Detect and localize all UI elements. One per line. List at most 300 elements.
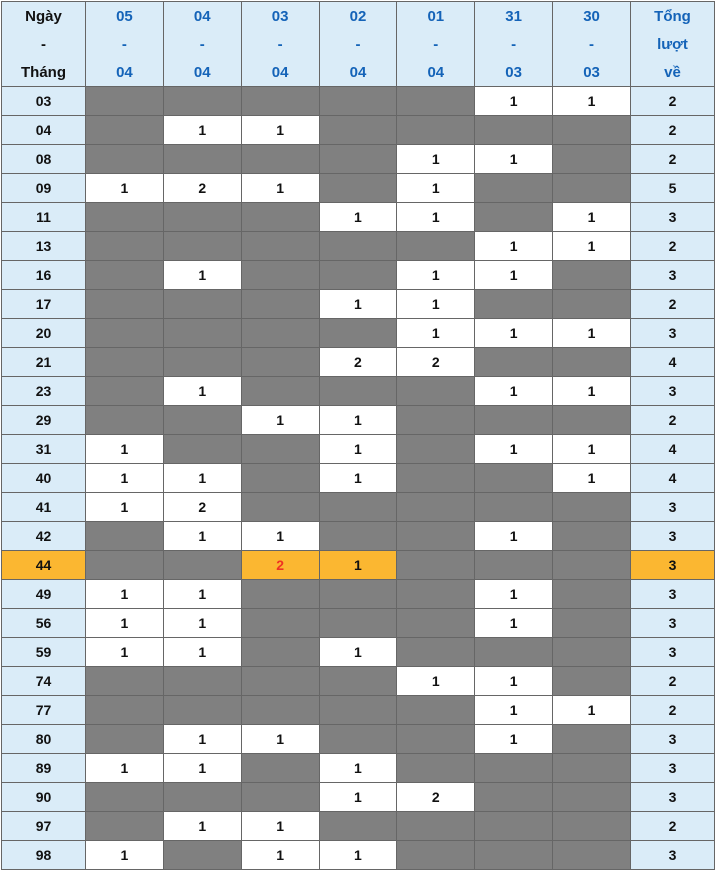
count-cell: 1 [319, 464, 397, 493]
header-row [2, 2, 715, 87]
empty-cell [241, 319, 319, 348]
empty-cell [163, 406, 241, 435]
empty-cell [553, 145, 631, 174]
empty-cell [86, 319, 164, 348]
date-header-04-04 [163, 2, 241, 87]
row-label: 89 [2, 754, 86, 783]
row-label: 29 [2, 406, 86, 435]
count-cell: 1 [86, 580, 164, 609]
row-label: 04 [2, 116, 86, 145]
count-cell: 1 [319, 551, 397, 580]
row-label: 56 [2, 609, 86, 638]
row-label: 59 [2, 638, 86, 667]
date-header-month: 04 [349, 63, 367, 81]
row-label: 16 [2, 261, 86, 290]
count-cell: 1 [163, 638, 241, 667]
empty-cell [553, 667, 631, 696]
table-row [2, 464, 715, 493]
row-label: 90 [2, 783, 86, 812]
count-cell: 1 [241, 841, 319, 870]
date-header-30-03 [553, 2, 631, 87]
row-total: 3 [631, 522, 715, 551]
count-cell: 1 [475, 261, 553, 290]
table-row [2, 377, 715, 406]
empty-cell [397, 406, 475, 435]
date-header-day: 02 [349, 7, 367, 25]
empty-cell [319, 522, 397, 551]
table-row [2, 348, 715, 377]
row-total: 2 [631, 232, 715, 261]
date-header-sep: - [511, 35, 517, 53]
empty-cell [86, 406, 164, 435]
count-cell: 1 [86, 841, 164, 870]
empty-cell [553, 522, 631, 551]
count-cell: 1 [475, 725, 553, 754]
row-total: 2 [631, 667, 715, 696]
count-cell: 1 [163, 377, 241, 406]
date-header-day: 31 [505, 7, 522, 25]
count-cell: 1 [553, 87, 631, 116]
empty-cell [163, 232, 241, 261]
count-cell: 1 [163, 754, 241, 783]
count-cell: 1 [319, 290, 397, 319]
empty-cell [86, 812, 164, 841]
empty-cell [397, 522, 475, 551]
count-cell: 1 [553, 377, 631, 406]
empty-cell [319, 667, 397, 696]
table-row [2, 783, 715, 812]
empty-cell [553, 841, 631, 870]
table-row [2, 116, 715, 145]
count-cell: 1 [475, 377, 553, 406]
table-row [2, 174, 715, 203]
empty-cell [163, 667, 241, 696]
date-header-day: 03 [271, 7, 289, 25]
empty-cell [319, 580, 397, 609]
empty-cell [86, 783, 164, 812]
empty-cell [319, 812, 397, 841]
count-cell: 1 [319, 406, 397, 435]
table-row [2, 580, 715, 609]
table-row [2, 551, 715, 580]
count-cell: 1 [397, 203, 475, 232]
empty-cell [163, 203, 241, 232]
empty-cell [475, 174, 553, 203]
count-cell: 1 [163, 812, 241, 841]
empty-cell [241, 638, 319, 667]
count-cell: 2 [163, 174, 241, 203]
empty-cell [319, 87, 397, 116]
date-header-sep: - [433, 35, 439, 53]
empty-cell [163, 145, 241, 174]
date-header-day: 30 [583, 7, 600, 25]
date-header-month: 04 [116, 63, 133, 81]
count-cell: 1 [241, 406, 319, 435]
date-header-day: 01 [427, 7, 445, 25]
row-total: 3 [631, 203, 715, 232]
empty-cell [475, 348, 553, 377]
row-total: 2 [631, 87, 715, 116]
empty-cell [553, 783, 631, 812]
count-cell: 1 [475, 522, 553, 551]
empty-cell [319, 319, 397, 348]
count-cell: 1 [553, 696, 631, 725]
count-cell: 1 [86, 754, 164, 783]
empty-cell [397, 464, 475, 493]
empty-cell [241, 261, 319, 290]
empty-cell [475, 290, 553, 319]
count-cell: 1 [553, 232, 631, 261]
count-cell: 1 [319, 783, 397, 812]
row-total: 3 [631, 551, 715, 580]
count-cell: 1 [475, 696, 553, 725]
empty-cell [397, 580, 475, 609]
count-cell: 1 [163, 725, 241, 754]
row-label: 80 [2, 725, 86, 754]
count-cell: 1 [319, 435, 397, 464]
empty-cell [397, 116, 475, 145]
row-total: 3 [631, 377, 715, 406]
date-header-sep: - [277, 35, 283, 53]
row-total: 3 [631, 609, 715, 638]
table-row [2, 841, 715, 870]
count-cell: 2 [241, 551, 319, 580]
empty-cell [553, 493, 631, 522]
date-header-month: 03 [505, 63, 522, 81]
empty-cell [397, 696, 475, 725]
empty-cell [553, 638, 631, 667]
date-header-sep: - [121, 35, 127, 53]
empty-cell [163, 435, 241, 464]
table-row [2, 406, 715, 435]
date-header-03-04 [241, 2, 319, 87]
empty-cell [475, 812, 553, 841]
empty-cell [319, 116, 397, 145]
empty-cell [86, 261, 164, 290]
empty-cell [86, 203, 164, 232]
date-header-day: 05 [116, 7, 133, 25]
empty-cell [241, 783, 319, 812]
empty-cell [86, 522, 164, 551]
row-total: 4 [631, 435, 715, 464]
count-cell: 1 [475, 145, 553, 174]
empty-cell [241, 696, 319, 725]
count-cell: 1 [475, 319, 553, 348]
empty-cell [475, 116, 553, 145]
count-cell: 1 [475, 232, 553, 261]
row-total: 3 [631, 841, 715, 870]
empty-cell [241, 580, 319, 609]
total-header-line-2: lượt [657, 35, 688, 53]
empty-cell [241, 145, 319, 174]
empty-cell [241, 348, 319, 377]
row-label: 17 [2, 290, 86, 319]
empty-cell [397, 551, 475, 580]
empty-cell [553, 116, 631, 145]
count-cell: 1 [397, 261, 475, 290]
row-label: 03 [2, 87, 86, 116]
table-row [2, 493, 715, 522]
count-cell: 1 [475, 87, 553, 116]
count-cell: 1 [241, 725, 319, 754]
corner-header-day-month [2, 2, 86, 87]
empty-cell [553, 580, 631, 609]
count-cell: 1 [163, 464, 241, 493]
count-cell: 1 [475, 667, 553, 696]
row-total: 3 [631, 493, 715, 522]
total-returns-header [631, 2, 715, 87]
empty-cell [241, 493, 319, 522]
row-label: 21 [2, 348, 86, 377]
empty-cell [397, 377, 475, 406]
empty-cell [397, 493, 475, 522]
table-row [2, 145, 715, 174]
table-row [2, 203, 715, 232]
empty-cell [553, 609, 631, 638]
count-cell: 1 [241, 116, 319, 145]
empty-cell [475, 551, 553, 580]
row-total: 3 [631, 638, 715, 667]
date-header-day: 04 [193, 7, 211, 25]
empty-cell [553, 348, 631, 377]
total-header-line-1: Tổng [654, 7, 691, 25]
count-cell: 1 [86, 638, 164, 667]
row-total: 2 [631, 145, 715, 174]
corner-line-1: Ngày [25, 7, 62, 25]
date-header-month: 04 [271, 63, 289, 81]
count-cell: 1 [319, 754, 397, 783]
table-row [2, 522, 715, 551]
row-label: 20 [2, 319, 86, 348]
date-header-31-03 [475, 2, 553, 87]
empty-cell [475, 783, 553, 812]
row-label: 98 [2, 841, 86, 870]
count-cell: 1 [241, 522, 319, 551]
empty-cell [553, 812, 631, 841]
row-total: 4 [631, 348, 715, 377]
date-header-month: 03 [583, 63, 600, 81]
empty-cell [319, 174, 397, 203]
empty-cell [553, 551, 631, 580]
date-header-month: 04 [193, 63, 211, 81]
row-label: 40 [2, 464, 86, 493]
corner-separator: - [41, 35, 46, 53]
empty-cell [475, 464, 553, 493]
empty-cell [86, 348, 164, 377]
empty-cell [163, 551, 241, 580]
date-header-05-04 [86, 2, 164, 87]
table-row [2, 754, 715, 783]
count-cell: 1 [86, 435, 164, 464]
table-row [2, 290, 715, 319]
row-total: 3 [631, 754, 715, 783]
row-label: 42 [2, 522, 86, 551]
corner-line-2: Tháng [21, 63, 66, 81]
empty-cell [553, 174, 631, 203]
row-label: 11 [2, 203, 86, 232]
date-header-sep: - [355, 35, 361, 53]
row-label: 49 [2, 580, 86, 609]
row-total: 2 [631, 406, 715, 435]
count-cell: 1 [86, 493, 164, 522]
empty-cell [86, 232, 164, 261]
table-row [2, 87, 715, 116]
count-cell: 2 [319, 348, 397, 377]
count-cell: 1 [241, 174, 319, 203]
empty-cell [475, 754, 553, 783]
table-row [2, 667, 715, 696]
empty-cell [319, 725, 397, 754]
empty-cell [86, 116, 164, 145]
count-cell: 1 [86, 464, 164, 493]
count-cell: 1 [319, 638, 397, 667]
row-total: 3 [631, 783, 715, 812]
table-row [2, 696, 715, 725]
row-total: 2 [631, 696, 715, 725]
empty-cell [397, 232, 475, 261]
lottery-frequency-table [1, 1, 715, 870]
empty-cell [241, 87, 319, 116]
date-header-sep: - [589, 35, 595, 53]
empty-cell [553, 406, 631, 435]
empty-cell [397, 754, 475, 783]
count-cell: 1 [397, 319, 475, 348]
empty-cell [397, 725, 475, 754]
date-header-01-04 [397, 2, 475, 87]
count-cell: 1 [319, 841, 397, 870]
count-cell: 1 [163, 609, 241, 638]
count-cell: 1 [553, 435, 631, 464]
count-cell: 1 [319, 203, 397, 232]
row-label: 97 [2, 812, 86, 841]
empty-cell [553, 754, 631, 783]
table-row [2, 638, 715, 667]
count-cell: 1 [475, 580, 553, 609]
empty-cell [86, 145, 164, 174]
empty-cell [241, 435, 319, 464]
row-total: 3 [631, 580, 715, 609]
count-cell: 1 [241, 812, 319, 841]
empty-cell [319, 493, 397, 522]
empty-cell [397, 87, 475, 116]
count-cell: 1 [553, 203, 631, 232]
empty-cell [241, 377, 319, 406]
date-header-month: 04 [427, 63, 445, 81]
empty-cell [553, 261, 631, 290]
empty-cell [475, 493, 553, 522]
empty-cell [86, 551, 164, 580]
empty-cell [241, 290, 319, 319]
empty-cell [475, 203, 553, 232]
empty-cell [319, 609, 397, 638]
table-body [2, 87, 715, 870]
empty-cell [163, 783, 241, 812]
row-total: 3 [631, 261, 715, 290]
date-header-sep: - [199, 35, 205, 53]
row-label: 77 [2, 696, 86, 725]
empty-cell [241, 203, 319, 232]
row-label: 31 [2, 435, 86, 464]
empty-cell [86, 667, 164, 696]
count-cell: 1 [86, 174, 164, 203]
empty-cell [397, 638, 475, 667]
empty-cell [163, 841, 241, 870]
count-cell: 2 [397, 783, 475, 812]
empty-cell [319, 145, 397, 174]
row-total: 5 [631, 174, 715, 203]
count-cell: 1 [163, 522, 241, 551]
table-row [2, 435, 715, 464]
count-cell: 1 [553, 464, 631, 493]
table-row [2, 725, 715, 754]
table-row [2, 261, 715, 290]
count-cell: 2 [163, 493, 241, 522]
empty-cell [163, 290, 241, 319]
empty-cell [397, 609, 475, 638]
count-cell: 1 [86, 609, 164, 638]
empty-cell [163, 348, 241, 377]
empty-cell [475, 841, 553, 870]
empty-cell [163, 319, 241, 348]
empty-cell [241, 232, 319, 261]
empty-cell [319, 232, 397, 261]
empty-cell [163, 696, 241, 725]
empty-cell [319, 261, 397, 290]
row-total: 3 [631, 725, 715, 754]
empty-cell [475, 406, 553, 435]
date-header-02-04 [319, 2, 397, 87]
empty-cell [241, 464, 319, 493]
empty-cell [241, 754, 319, 783]
count-cell: 1 [397, 667, 475, 696]
row-total: 2 [631, 290, 715, 319]
count-cell: 1 [163, 261, 241, 290]
table-row [2, 812, 715, 841]
empty-cell [397, 812, 475, 841]
empty-cell [319, 377, 397, 406]
table-row [2, 319, 715, 348]
empty-cell [553, 725, 631, 754]
count-cell: 1 [475, 435, 553, 464]
empty-cell [475, 638, 553, 667]
empty-cell [319, 696, 397, 725]
row-label: 09 [2, 174, 86, 203]
empty-cell [86, 725, 164, 754]
count-cell: 1 [163, 116, 241, 145]
count-cell: 1 [397, 145, 475, 174]
empty-cell [163, 87, 241, 116]
empty-cell [86, 290, 164, 319]
row-label: 41 [2, 493, 86, 522]
row-label: 23 [2, 377, 86, 406]
empty-cell [241, 609, 319, 638]
empty-cell [397, 435, 475, 464]
row-label: 44 [2, 551, 86, 580]
empty-cell [241, 667, 319, 696]
count-cell: 1 [397, 290, 475, 319]
count-cell: 2 [397, 348, 475, 377]
table-row [2, 232, 715, 261]
row-total: 2 [631, 812, 715, 841]
count-cell: 1 [163, 580, 241, 609]
row-label: 74 [2, 667, 86, 696]
row-label: 08 [2, 145, 86, 174]
table-row [2, 609, 715, 638]
count-cell: 1 [397, 174, 475, 203]
total-header-line-3: về [664, 63, 681, 81]
count-cell: 1 [553, 319, 631, 348]
empty-cell [86, 377, 164, 406]
